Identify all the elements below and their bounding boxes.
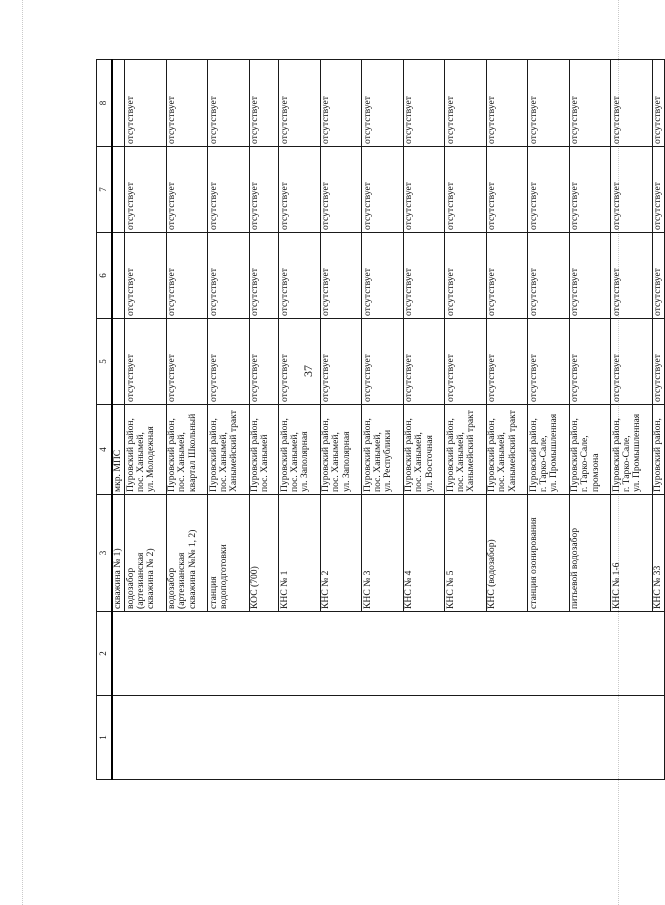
- status-cell: отсутствует: [320, 60, 362, 147]
- status-cell: отсутствует: [125, 60, 167, 147]
- column-number: 6: [97, 233, 112, 319]
- status-cell: отсутствует: [249, 60, 279, 147]
- object-address: Пуровский район, г. Тарко-Сале, ул. Промышленная: [611, 405, 653, 495]
- status-cell: отсутствует: [652, 147, 665, 233]
- status-cell: отсутствует: [486, 233, 528, 319]
- status-cell: отсутствует: [362, 319, 404, 405]
- status-cell: отсутствует: [403, 60, 445, 147]
- object-address: Пуровский район, пос. Ханымей, Ханымейский тракт: [486, 405, 528, 495]
- status-cell: отсутствует: [486, 319, 528, 405]
- status-cell: отсутствует: [611, 60, 653, 147]
- continued-row: [112, 60, 125, 780]
- object-address: Пуровский район, пос. Ханымей, ул. Заполярная: [279, 405, 321, 495]
- scan-edge-line: [22, 0, 23, 905]
- status-cell: отсутствует: [279, 60, 321, 147]
- status-cell: отсутствует: [166, 319, 208, 405]
- status-cell: отсутствует: [528, 319, 570, 405]
- status-cell: отсутствует: [652, 60, 665, 147]
- col2-cell: [112, 612, 665, 696]
- object-name: КОС (700): [249, 495, 279, 612]
- object-address: Пуровский район, пос. Ханымей, ул. Восточная: [403, 405, 445, 495]
- status-cell: отсутствует: [362, 60, 404, 147]
- status-cell: отсутствует: [403, 233, 445, 319]
- status-cell: [112, 147, 125, 233]
- status-cell: отсутствует: [445, 319, 487, 405]
- status-cell: отсутствует: [279, 147, 321, 233]
- status-cell: отсутствует: [445, 233, 487, 319]
- status-cell: [112, 60, 125, 147]
- status-cell: отсутствует: [652, 233, 665, 319]
- table-body: [97, 60, 665, 780]
- status-cell: отсутствует: [320, 147, 362, 233]
- object-address: Пуровский район, пос. Ханымей, Ханымейский тракт: [208, 405, 250, 495]
- page-number: 37: [301, 365, 315, 377]
- object-address: Пуровский район, пос. Ханымей, ул. Заполярная: [320, 405, 362, 495]
- object-address: Пуровский район, г. Тарко-Сале, промзона: [569, 405, 611, 495]
- status-cell: отсутствует: [208, 233, 250, 319]
- object-name: питьевой водозабор: [569, 495, 611, 612]
- status-cell: отсутствует: [652, 319, 665, 405]
- status-cell: отсутствует: [208, 319, 250, 405]
- object-address: Пуровский район, пос. Ханымей: [249, 405, 279, 495]
- status-cell: отсутствует: [279, 233, 321, 319]
- object-name: КНС № 4: [403, 495, 445, 612]
- status-cell: отсутствует: [611, 233, 653, 319]
- status-cell: отсутствует: [362, 147, 404, 233]
- status-cell: отсутствует: [249, 319, 279, 405]
- status-cell: отсутствует: [611, 147, 653, 233]
- column-number: 4: [97, 405, 112, 495]
- status-cell: отсутствует: [279, 319, 321, 405]
- status-cell: отсутствует: [166, 147, 208, 233]
- object-address: Пуровский район, пос. Ханымей, ул. Республики: [362, 405, 404, 495]
- column-number: 7: [97, 147, 112, 233]
- status-cell: отсутствует: [249, 233, 279, 319]
- object-address: Пуровский район, г. Тарко-Сале, ул. Промышленная: [528, 405, 570, 495]
- status-cell: отсутствует: [569, 233, 611, 319]
- object-name: водозабор (артезианская скважина № 2): [125, 495, 167, 612]
- column-number: 1: [97, 696, 112, 780]
- object-name: скважина № 1): [112, 495, 125, 612]
- status-cell: [112, 233, 125, 319]
- status-cell: отсутствует: [528, 233, 570, 319]
- object-name: водозабор (артезианская скважина №№ 1, 2): [166, 495, 208, 612]
- object-name: КНС № 1: [279, 495, 321, 612]
- column-number-row: [97, 60, 112, 780]
- status-cell: отсутствует: [362, 233, 404, 319]
- object-address: Пуровский район,: [652, 405, 665, 495]
- object-name: КНС (водозабор): [486, 495, 528, 612]
- status-cell: отсутствует: [403, 147, 445, 233]
- object-name: КНС № 5: [445, 495, 487, 612]
- object-name: КНС № 1-6: [611, 495, 653, 612]
- status-cell: отсутствует: [569, 319, 611, 405]
- object-name: КНС № 2: [320, 495, 362, 612]
- status-cell: отсутствует: [208, 60, 250, 147]
- object-address: мкр. МПС: [112, 405, 125, 495]
- status-cell: отсутствует: [528, 60, 570, 147]
- status-cell: отсутствует: [569, 60, 611, 147]
- status-cell: отсутствует: [320, 233, 362, 319]
- object-address: Пуровский район, пос. Ханымей, ул. Молодежная: [125, 405, 167, 495]
- object-name: станция водоподготовки: [208, 495, 250, 612]
- object-name: станция озонирования: [528, 495, 570, 612]
- status-cell: отсутствует: [611, 319, 653, 405]
- status-cell: отсутствует: [320, 319, 362, 405]
- status-cell: отсутствует: [528, 147, 570, 233]
- status-cell: [112, 319, 125, 405]
- status-cell: отсутствует: [445, 147, 487, 233]
- column-number: 5: [97, 319, 112, 405]
- column-number: 8: [97, 60, 112, 147]
- status-cell: отсутствует: [125, 147, 167, 233]
- status-cell: отсутствует: [486, 60, 528, 147]
- status-cell: отсутствует: [166, 233, 208, 319]
- status-cell: отсутствует: [249, 147, 279, 233]
- status-cell: отсутствует: [166, 60, 208, 147]
- status-cell: отсутствует: [403, 319, 445, 405]
- col1-cell: [112, 696, 665, 780]
- facilities-table: [96, 59, 665, 780]
- column-number: 3: [97, 495, 112, 612]
- status-cell: отсутствует: [208, 147, 250, 233]
- status-cell: отсутствует: [125, 233, 167, 319]
- status-cell: отсутствует: [486, 147, 528, 233]
- status-cell: отсутствует: [569, 147, 611, 233]
- object-address: Пуровский район, пос. Ханымей, Ханымейский тракт: [445, 405, 487, 495]
- object-address: Пуровский район, пос. Ханымей, квартал Школьный: [166, 405, 208, 495]
- status-cell: отсутствует: [445, 60, 487, 147]
- object-name: КНС № 33: [652, 495, 665, 612]
- status-cell: отсутствует: [125, 319, 167, 405]
- rotated-table-wrapper: [96, 60, 663, 780]
- object-name: КНС № 3: [362, 495, 404, 612]
- column-number: 2: [97, 612, 112, 696]
